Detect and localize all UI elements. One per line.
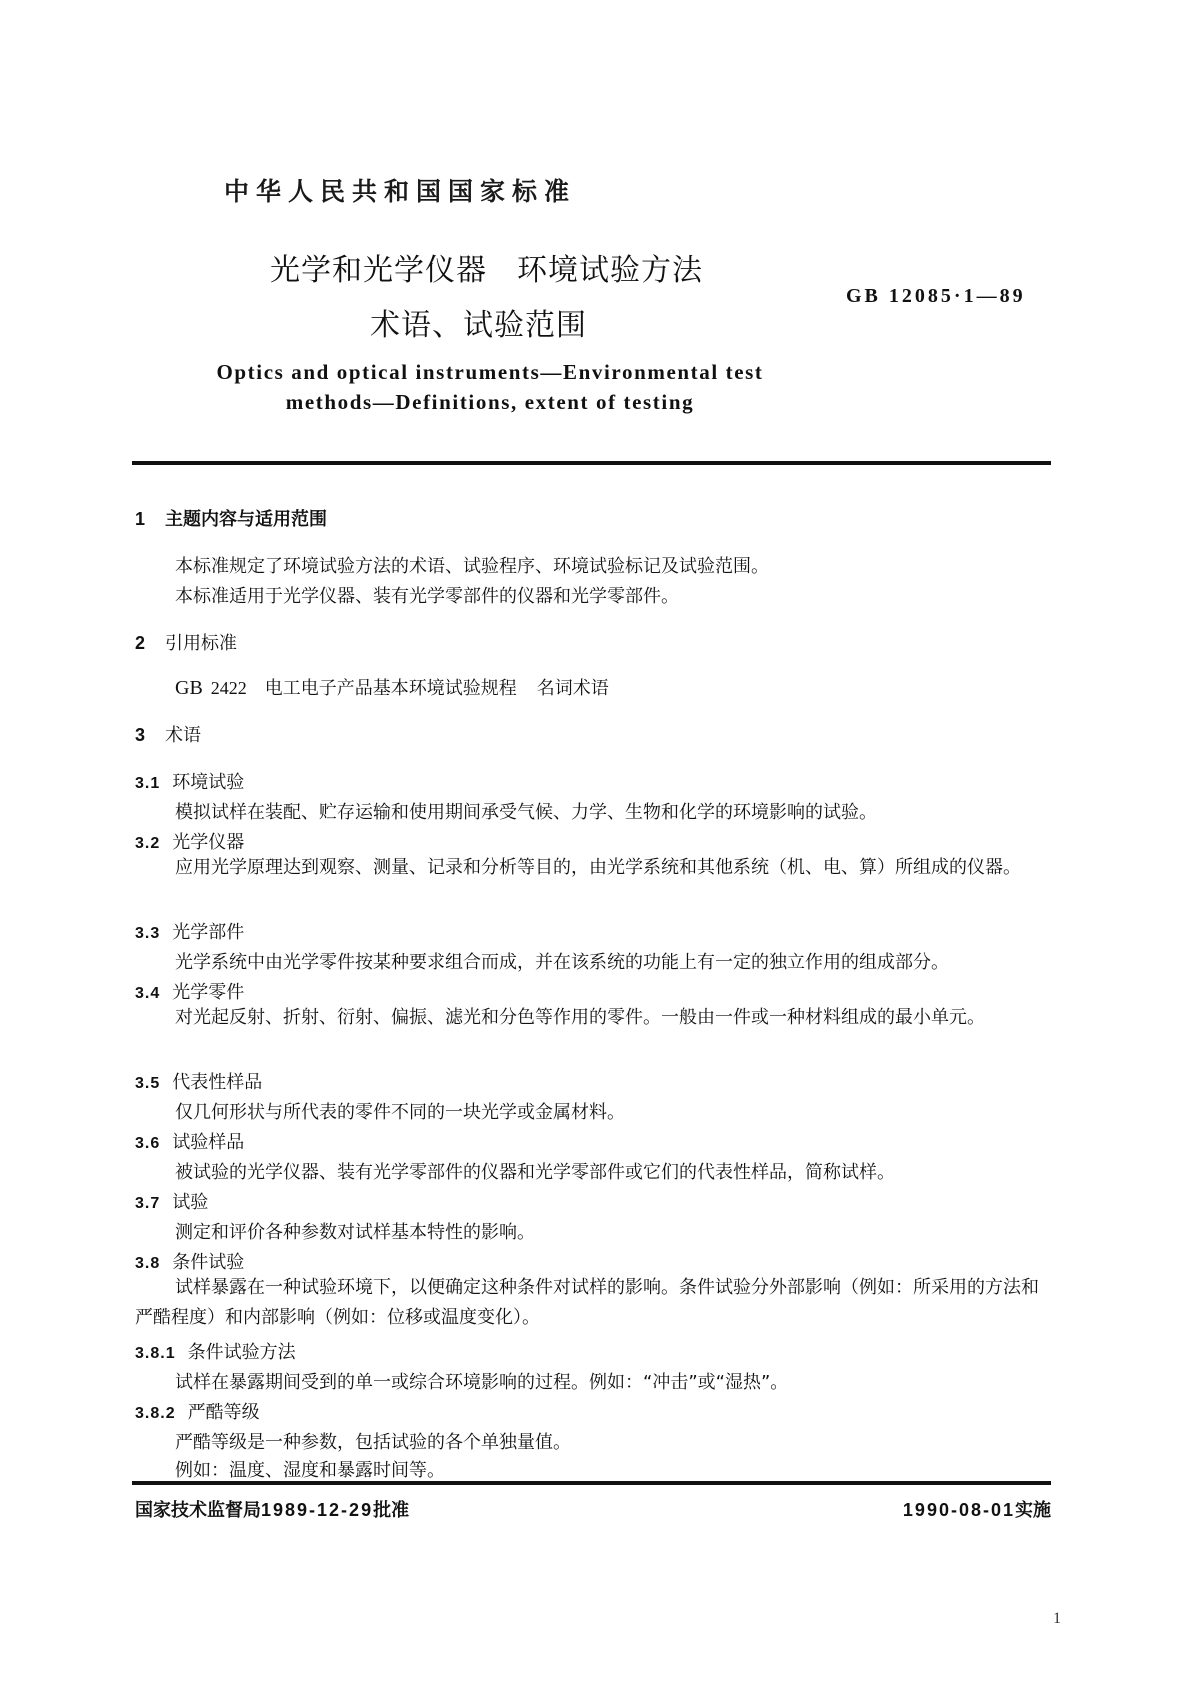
term-title: 光学仪器: [172, 832, 245, 853]
term-number: 3.6: [135, 1135, 161, 1152]
term-title: 代表性样品: [172, 1072, 263, 1093]
title-en-line2: methods—Definitions, extent of testing: [285, 390, 695, 414]
national-standard-heading: 中华人民共和国国家标准: [223, 177, 576, 206]
page-number: 1: [1053, 1610, 1061, 1627]
section-3-heading: [135, 721, 201, 747]
term-number: 3.5: [135, 1075, 161, 1092]
normative-reference: [175, 674, 609, 700]
term-number: 3.4: [135, 985, 161, 1002]
term-number: 3.8.2: [135, 1405, 176, 1422]
term-number: 3.8.1: [135, 1345, 176, 1362]
term-title: 试验: [172, 1192, 209, 1213]
section-title: 主题内容与适用范围: [165, 509, 327, 530]
term-title: 试验样品: [172, 1132, 245, 1153]
term-3-1-definition: 模拟试样在装配、贮存运输和使用期间承受气候、力学、生物和化学的环境影响的试验。: [175, 802, 877, 823]
term-3-8-definition: [135, 1273, 1055, 1333]
section-number: 3: [135, 725, 146, 745]
title-cn-line1: [270, 245, 703, 289]
term-number: 3.2: [135, 835, 161, 852]
section-number: 1: [135, 509, 146, 529]
effective-suffix: 实施: [1015, 1500, 1051, 1521]
top-divider: [132, 461, 1051, 465]
standard-number: GB 12085·1—89: [846, 285, 1026, 307]
section-1-heading: [135, 505, 327, 531]
term-title: 环境试验: [172, 772, 245, 793]
term-number: 3.7: [135, 1195, 161, 1212]
term-3-4-definition: [135, 1003, 1055, 1033]
term-3-8-2-heading: [135, 1398, 260, 1424]
section-2-heading: [135, 629, 237, 655]
term-3-8-2-definition-1: 严酷等级是一种参数，包括试验的各个单独量值。: [175, 1432, 571, 1453]
term-3-7-definition: 测定和评价各种参数对试样基本特性的影响。: [175, 1222, 535, 1243]
section-1-para-2: 本标准适用于光学仪器、装有光学零部件的仪器和光学零部件。: [175, 586, 679, 607]
definition-text: 应用光学原理达到观察、测量、记录和分析等目的，由光学系统和其他系统（机、电、算）所组成的仪器。: [175, 857, 1021, 878]
term-number: 3.8: [135, 1255, 161, 1272]
term-3-3-definition: 光学系统中由光学零件按某种要求组合而成，并在该系统的功能上有一定的独立作用的组成部分。: [175, 952, 949, 973]
term-3-8-1-heading: [135, 1338, 296, 1364]
term-3-3-heading: [135, 918, 244, 944]
term-number: 3.3: [135, 925, 161, 942]
ref-prefix: GB: [175, 677, 203, 699]
term-3-7-heading: [135, 1188, 208, 1214]
section-1-para-1: 本标准规定了环境试验方法的术语、试验程序、环境试验标记及试验范围。: [175, 556, 769, 577]
term-3-8-2-definition-2: 例如：温度、湿度和暴露时间等。: [175, 1460, 445, 1481]
term-title: 光学零件: [172, 982, 245, 1003]
term-3-6-definition: 被试验的光学仪器、装有光学零部件的仪器和光学零部件或它们的代表性样品，简称试样。: [175, 1162, 895, 1183]
term-title: 光学部件: [172, 922, 245, 943]
ref-number: 2422: [210, 678, 247, 698]
section-title: 引用标准: [165, 633, 237, 654]
term-3-1-heading: [135, 768, 244, 794]
definition-text: 试样暴露在一种试验环境下，以便确定这种条件对试样的影响。条件试验分外部影响（例如：所采用的方法和严酷程度）和内部影响（例如：位移或温度变化）。: [135, 1277, 1039, 1328]
term-3-5-heading: [135, 1068, 262, 1094]
ref-title: 电工电子产品基本环境试验规程: [264, 678, 517, 699]
approval-suffix: 批准: [373, 1500, 410, 1521]
title-cn-part1: 光学和光学仪器: [270, 253, 487, 288]
effective-date: 1990-08-01: [902, 1500, 1015, 1520]
term-3-5-definition: 仅几何形状与所代表的零件不同的一块光学或金属材料。: [175, 1102, 625, 1123]
term-3-2-heading: [135, 828, 244, 854]
term-title: 条件试验: [172, 1252, 245, 1273]
term-3-8-heading: [135, 1248, 244, 1274]
approving-authority: 国家技术监督局: [135, 1500, 261, 1521]
term-3-2-definition: [135, 853, 1055, 883]
effective-info: [903, 1496, 1051, 1522]
title-en-line1: Optics and optical instruments—Environmental test: [216, 360, 764, 384]
term-title: 严酷等级: [187, 1402, 260, 1423]
definition-text: 对光起反射、折射、衍射、偏振、滤光和分色等作用的零件。一般由一件或一种材料组成的最小单元。: [175, 1007, 985, 1028]
section-title: 术语: [165, 725, 201, 746]
term-3-4-heading: [135, 978, 244, 1004]
approval-date: 1989-12-29: [261, 1500, 374, 1520]
title-cn-part2: 环境试验方法: [517, 253, 703, 288]
section-number: 2: [135, 633, 146, 653]
term-number: 3.1: [135, 775, 161, 792]
term-3-6-heading: [135, 1128, 244, 1154]
term-title: 条件试验方法: [187, 1342, 296, 1363]
title-cn-line2: 术语、试验范围: [370, 308, 587, 343]
bottom-divider: [132, 1481, 1051, 1485]
approval-info: [135, 1496, 409, 1522]
term-3-8-1-definition: 试样在暴露期间受到的单一或综合环境影响的过程。例如：“冲击”或“湿热”。: [175, 1372, 789, 1393]
ref-subtitle: 名词术语: [536, 678, 609, 699]
